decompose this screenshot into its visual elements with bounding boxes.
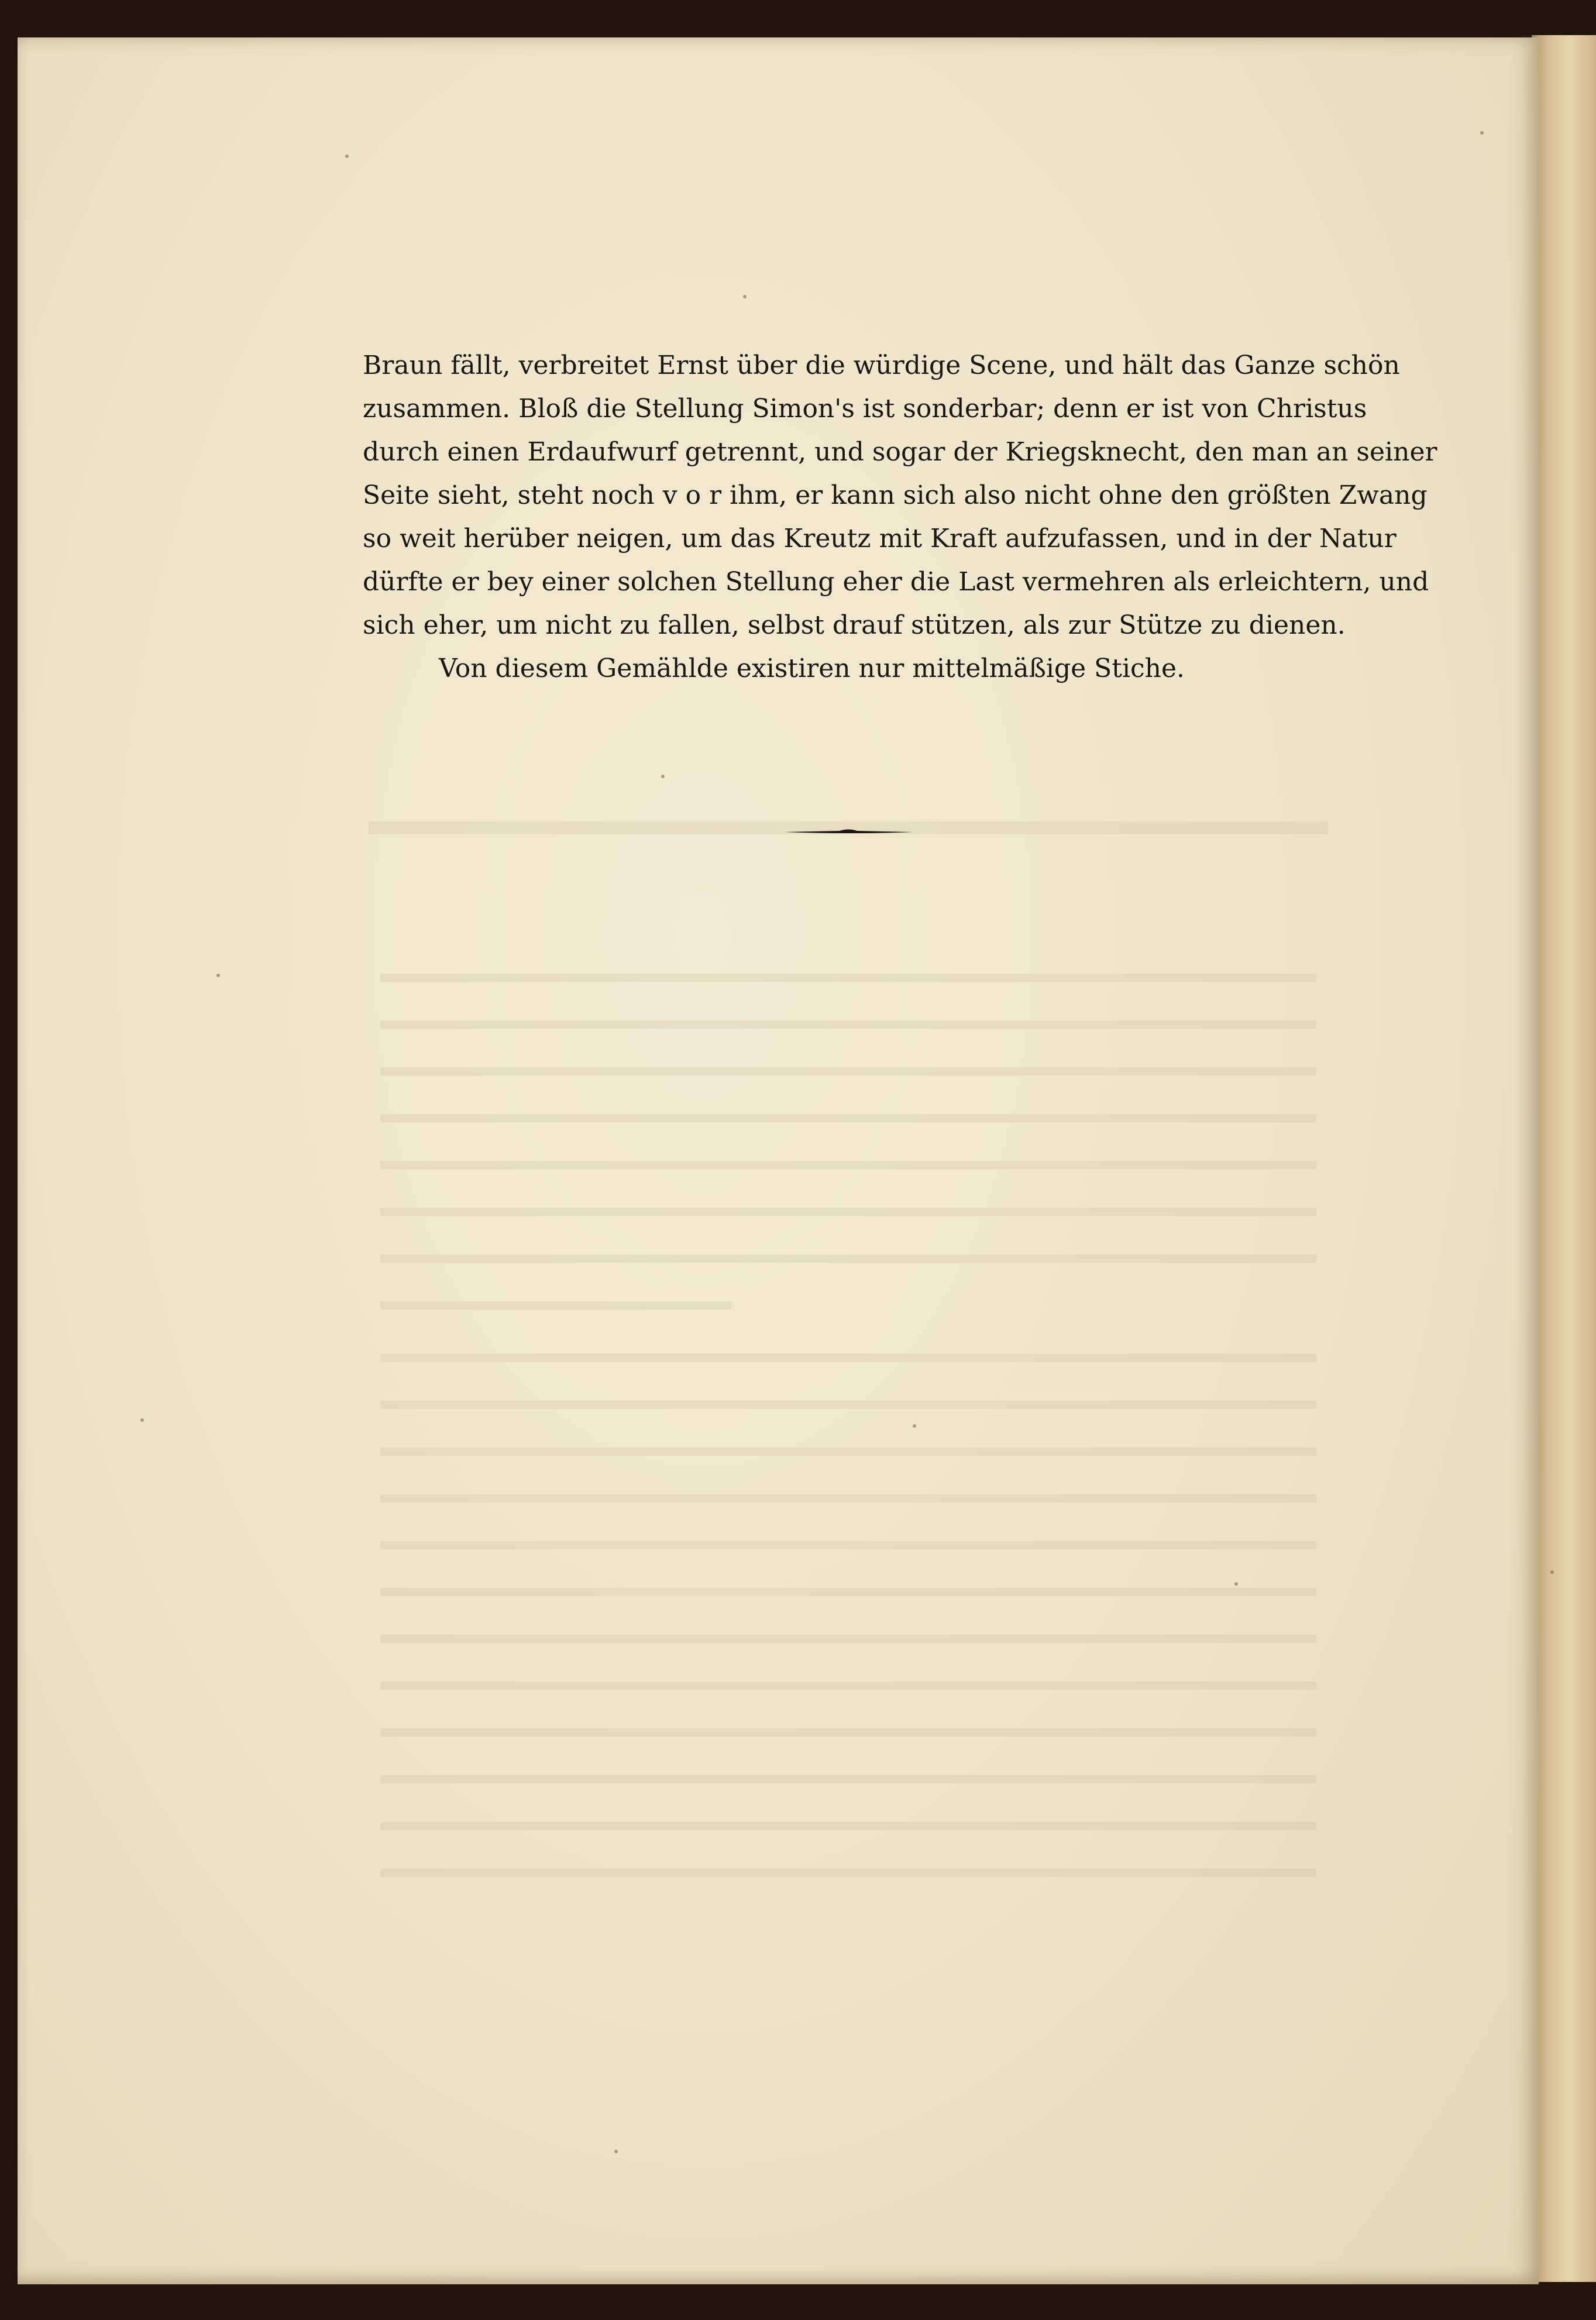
- show-through-line: [380, 1682, 1316, 1690]
- show-through-line: [380, 1448, 1316, 1456]
- show-through-line: [380, 1822, 1316, 1830]
- next-page-edge: [1532, 35, 1596, 2282]
- show-through-line: [380, 1114, 1316, 1122]
- show-through-line: [380, 1635, 1316, 1643]
- paper-speck: [345, 154, 349, 158]
- show-through-line: [380, 1869, 1316, 1877]
- show-through-line: [380, 1067, 1316, 1075]
- paper-speck: [1234, 1582, 1238, 1586]
- text-line: zusammen. Bloß die Stellung Simon's ist sonderbar; denn er ist von Christus: [363, 394, 1367, 424]
- show-through-line: [380, 1208, 1316, 1216]
- show-through-line: [380, 1728, 1316, 1737]
- show-through-line: [380, 974, 1316, 982]
- body-text: [363, 344, 1437, 690]
- ornament-rule-icon: [784, 826, 913, 838]
- paper-speck: [614, 2150, 618, 2153]
- final-text-line: Von diesem Gemählde existiren nur mittelmäßige Stiche.: [439, 654, 1185, 683]
- paper-speck: [661, 775, 665, 778]
- paper-speck: [216, 974, 220, 977]
- text-line: dürfte er bey einer solchen Stellung eher die Last vermehren als erleichtern, und: [363, 567, 1429, 597]
- show-through-line: [380, 1301, 731, 1309]
- show-through-line: [380, 1494, 1316, 1503]
- show-through-line: [380, 1775, 1316, 1783]
- paper-speck: [140, 1418, 144, 1422]
- show-through-line: [380, 1020, 1316, 1029]
- paper-speck: [913, 1424, 916, 1428]
- paper-speck: [1480, 131, 1484, 135]
- text-line: Braun fällt, verbreitet Ernst über die würdige Scene, und hält das Ganze schön: [363, 350, 1400, 380]
- text-line: sich eher, um nicht zu fallen, selbst drauf stützen, als zur Stütze zu dienen.: [363, 610, 1346, 640]
- text-line: Seite sieht, steht noch v o r ihm, er kann sich also nicht ohne den größten Zwang: [363, 480, 1428, 510]
- show-through-line: [380, 1588, 1316, 1596]
- show-through-line: [380, 1401, 1316, 1409]
- paper-speck: [743, 295, 747, 298]
- text-line: so weit herüber neigen, um das Kreutz mit Kraft aufzufassen, und in der Natur: [363, 524, 1396, 554]
- paper-speck: [1550, 1570, 1554, 1574]
- show-through-line: [380, 1254, 1316, 1263]
- show-through-line: [380, 1161, 1316, 1169]
- show-through-line: [380, 1541, 1316, 1549]
- text-line: durch einen Erdaufwurf getrennt, und sogar der Kriegsknecht, den man an seiner: [363, 437, 1437, 467]
- show-through-line: [380, 1354, 1316, 1362]
